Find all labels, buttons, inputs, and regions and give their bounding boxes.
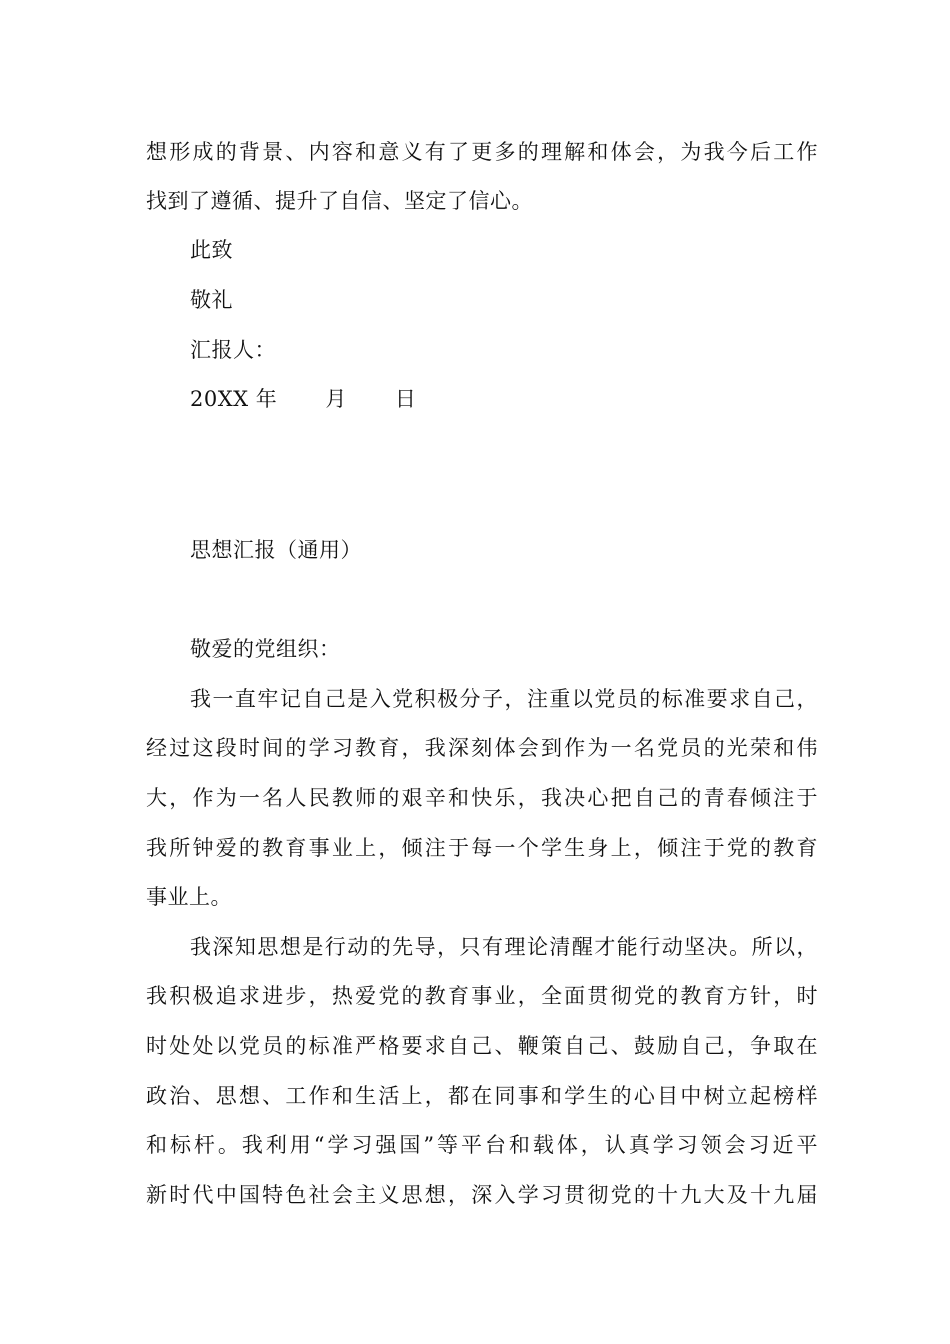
paragraph-line: 找到了遵循、提升了自信、坚定了信心。 [146, 189, 533, 213]
date-month: 月 [325, 387, 347, 411]
paragraph-line: 和标杆。我利用“学习强国”等平台和载体，认真学习领会习近平 [146, 1133, 818, 1157]
closing-ci-zhi: 此致 [190, 238, 233, 262]
paragraph-line: 想形成的背景、内容和意义有了更多的理解和体会，为我今后工作 [146, 140, 818, 164]
paragraph-line: 我深知思想是行动的先导，只有理论清醒才能行动坚决。所以， [190, 935, 818, 959]
paragraph-line: 我积极追求进步，热爱党的教育事业，全面贯彻党的教育方针，时 [146, 984, 818, 1008]
paragraph-line: 大，作为一名人民教师的艰辛和快乐，我决心把自己的青春倾注于 [146, 786, 818, 810]
paragraph-line: 经过这段时间的学习教育，我深刻体会到作为一名党员的光荣和伟 [146, 736, 818, 760]
paragraph-line: 政治、思想、工作和生活上，都在同事和学生的心目中树立起榜样 [146, 1084, 818, 1108]
paragraph-line: 我所钟爱的教育事业上，倾注于每一个学生身上，倾注于党的教育 [146, 836, 818, 860]
paragraph-line: 事业上。 [146, 885, 232, 909]
reporter-label: 汇报人： [190, 338, 276, 362]
article-title: 思想汇报（通用） [190, 538, 362, 562]
closing-jing-li: 敬礼 [190, 288, 233, 312]
date-day: 日 [394, 387, 417, 411]
report-date [190, 385, 416, 413]
date-year: 20XX 年 [190, 387, 278, 411]
salutation: 敬爱的党组织： [190, 637, 341, 661]
paragraph-line: 我一直牢记自己是入党积极分子，注重以党员的标准要求自己， [190, 687, 818, 711]
paragraph-line: 时处处以党员的标准严格要求自己、鞭策自己、鼓励自己，争取在 [146, 1034, 818, 1058]
paragraph-line: 新时代中国特色社会主义思想，深入学习贯彻党的十九大及十九届 [146, 1183, 818, 1207]
